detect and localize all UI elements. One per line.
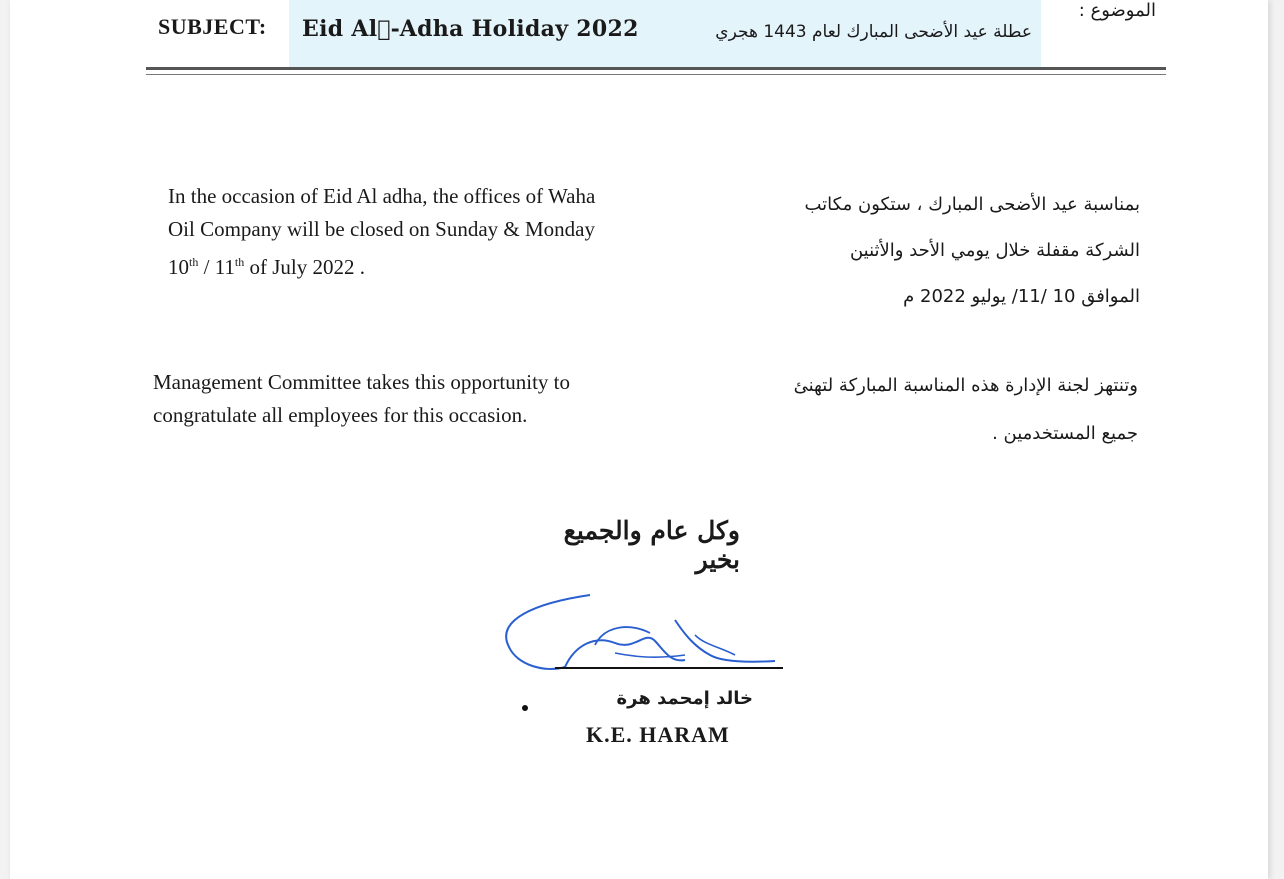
header-rule [146, 67, 1166, 70]
ar-line: جميع المستخدمين . [992, 423, 1138, 444]
subject-title-en: Eid Al-ِAdha Holiday 2022 [302, 16, 639, 42]
ar-line: الموافق 10 /11/ يوليو 2022 م [903, 286, 1140, 307]
announcement-paragraph-en [168, 180, 638, 284]
ar-line: بمناسبة عيد الأضحى المبارك ، ستكون مكاتب [804, 194, 1140, 215]
ar-line: وتنتهز لجنة الإدارة هذه المناسبة المباركة لتهنئ [793, 375, 1138, 396]
en-line-dates [168, 246, 638, 284]
announcement-paragraph-ar [700, 182, 1140, 320]
header-rule-thin [146, 74, 1166, 75]
congratulation-paragraph-en [153, 366, 643, 432]
date-separator: / [198, 255, 215, 279]
date-year: 2022 . [312, 255, 366, 279]
signatory-name-ar: خالد إمحمد هرة [616, 688, 753, 709]
ordinal-suffix: th [234, 255, 245, 269]
date-month: of July [244, 255, 313, 279]
en-line: Management Committee takes this opportunity to [153, 370, 571, 394]
signatory-name-en: K.E. HARAM [586, 722, 730, 747]
handwritten-signature [495, 585, 795, 685]
en-line: Oil Company will be closed on Sunday & Monday [168, 217, 595, 241]
subject-title-ar: عطلة عيد الأضحى المبارك لعام 1443 هجري [715, 22, 1032, 42]
closing-greeting-ar: وكل عام والجميع بخير [563, 516, 740, 574]
ordinal-suffix: th [189, 255, 199, 269]
ink-dot [522, 705, 528, 711]
en-line: congratulate all employees for this occasion. [153, 403, 528, 427]
date-day-1: 10 [168, 255, 189, 279]
date-day-2: 11 [214, 255, 235, 279]
congratulation-paragraph-ar [700, 362, 1138, 458]
en-line: In the occasion of Eid Al adha, the offices of Waha [168, 184, 596, 208]
subject-label: SUBJECT: [158, 14, 267, 39]
subject-label-ar: الموضوع : [1078, 0, 1156, 21]
ar-line: الشركة مقفلة خلال يومي الأحد والأثنين [849, 240, 1140, 261]
